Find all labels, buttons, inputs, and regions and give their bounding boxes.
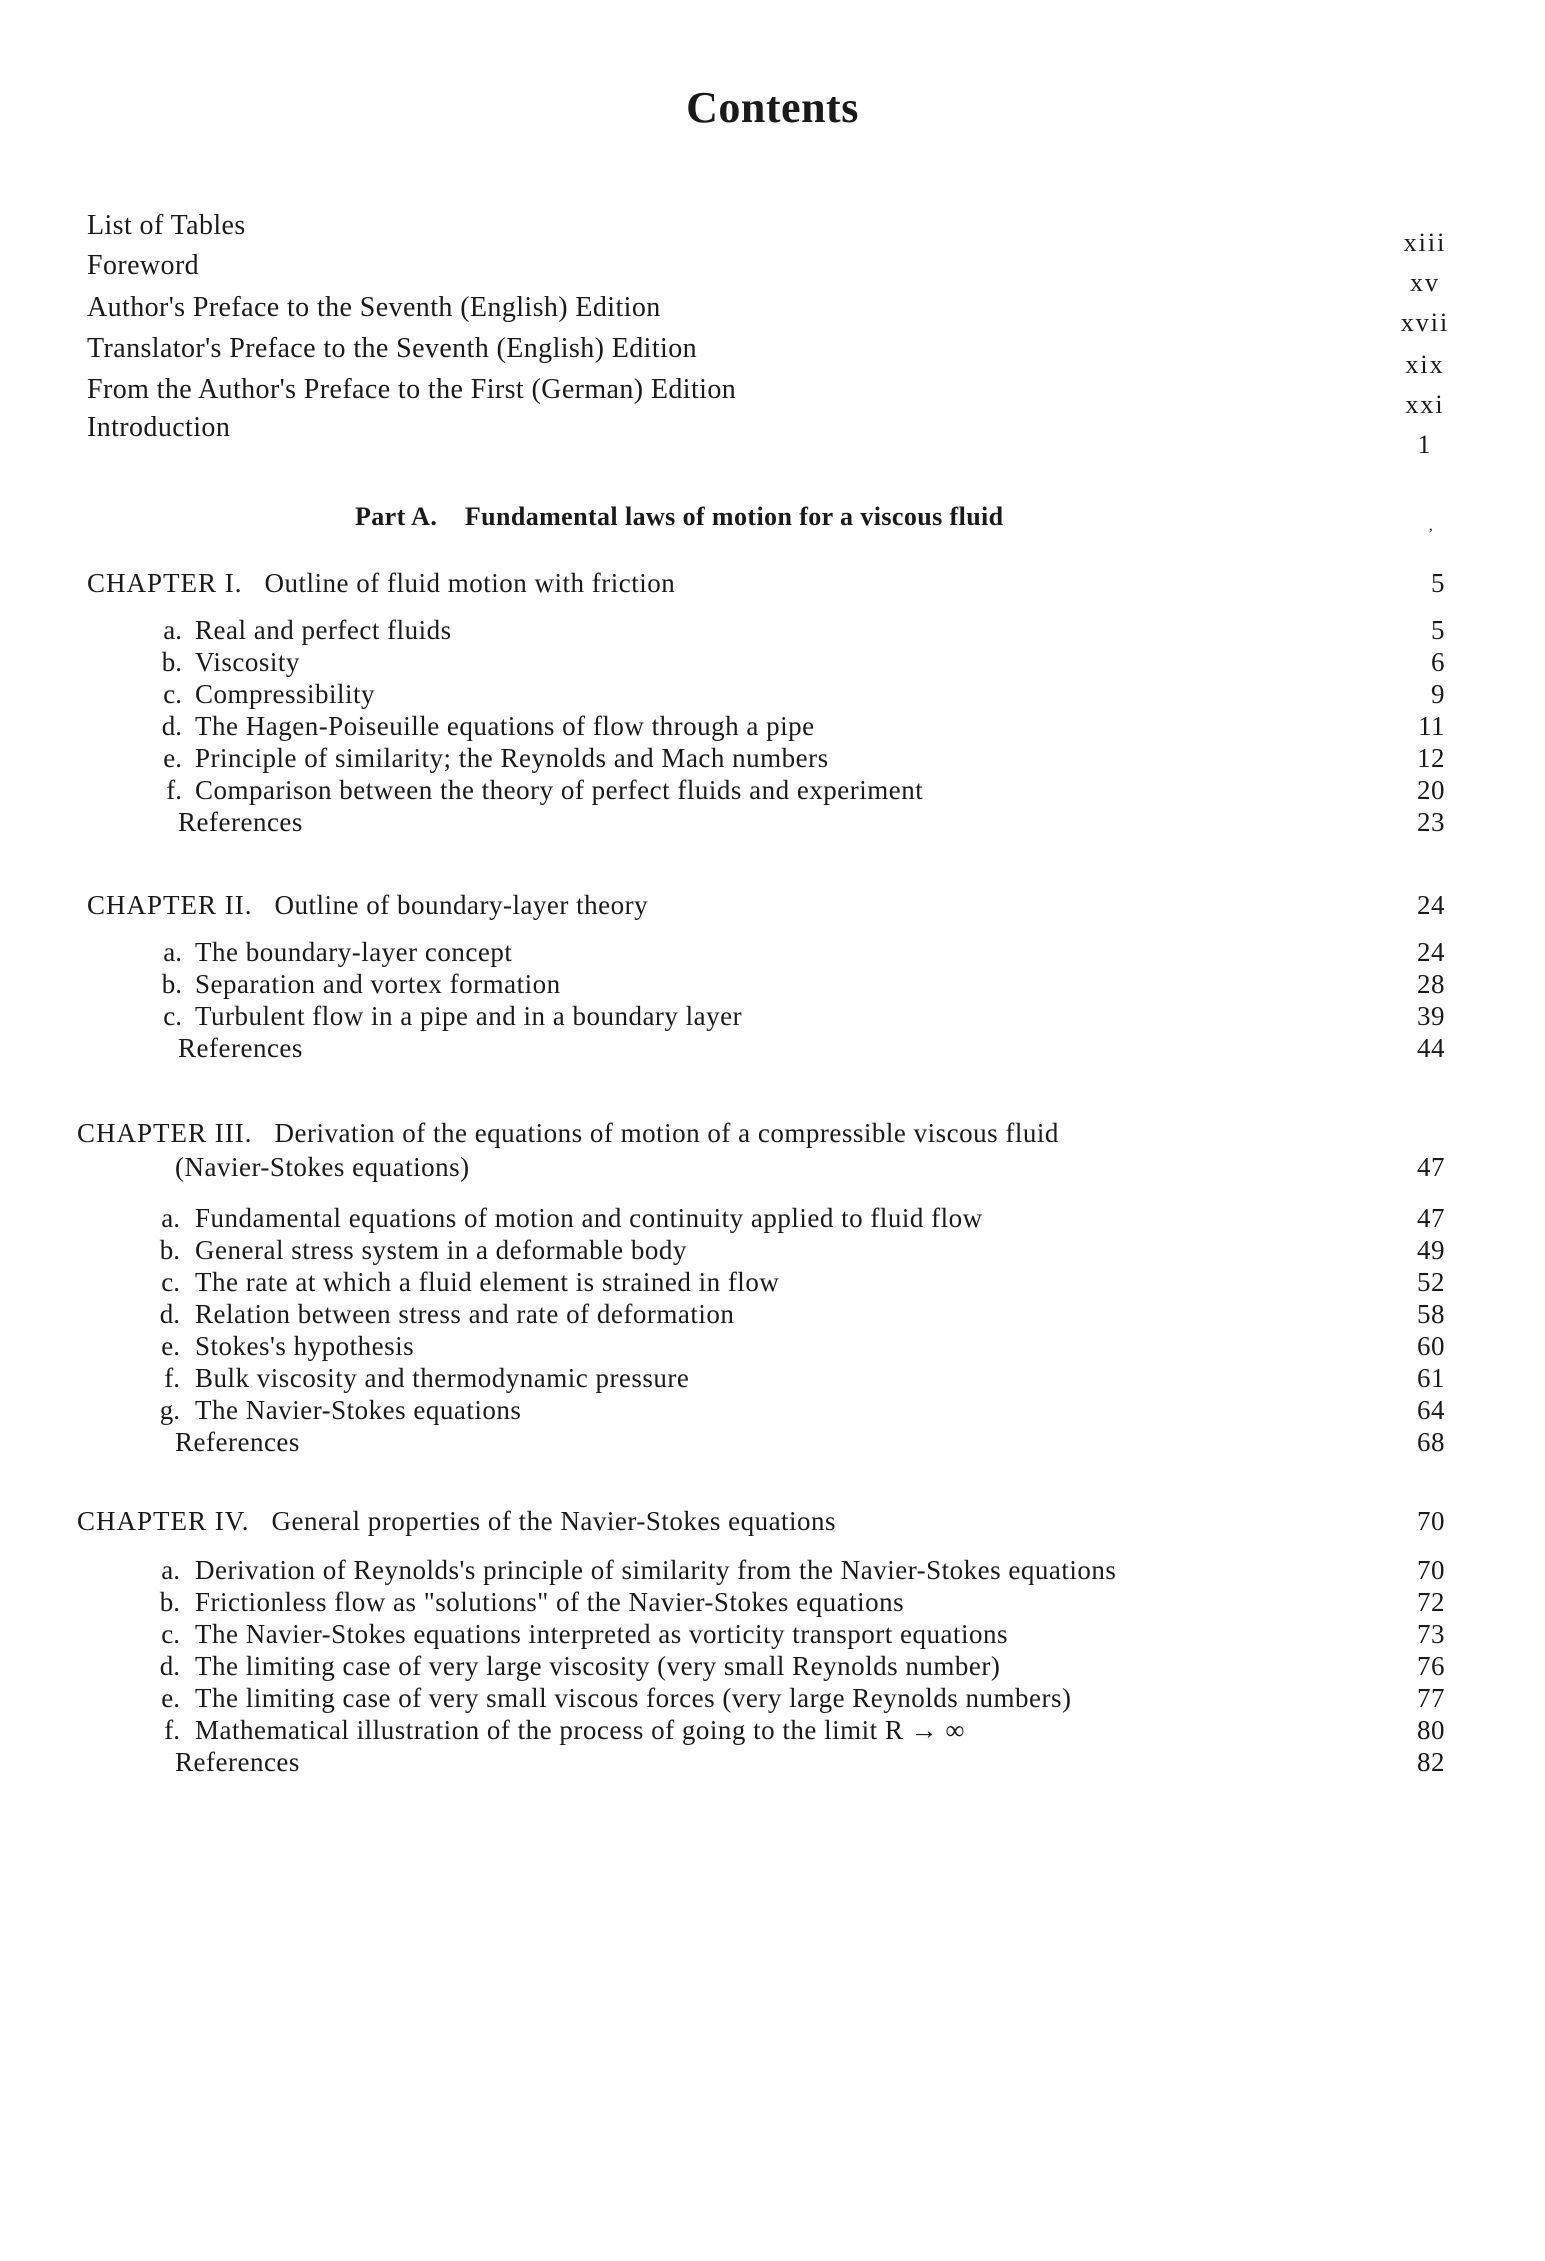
section-title[interactable]: Compressibility — [195, 679, 376, 709]
chapter-heading[interactable] — [77, 1506, 836, 1537]
section-letter: e. — [163, 743, 182, 773]
section-letter: e. — [161, 1683, 180, 1713]
section-letter: c. — [163, 1001, 182, 1031]
section-title[interactable]: The Navier-Stokes equations interpreted as vorticity transport equations — [195, 1619, 1008, 1649]
chapter-page: 70 — [1417, 1506, 1445, 1536]
section-page: 11 — [1418, 711, 1445, 741]
section-letter: b. — [161, 647, 182, 677]
references-page: 44 — [1417, 1033, 1445, 1063]
section-page: 70 — [1417, 1555, 1445, 1585]
page-title: Contents — [686, 83, 859, 132]
references-page: 23 — [1417, 807, 1445, 837]
section-title[interactable]: The boundary-layer concept — [195, 937, 513, 967]
section-page: 47 — [1417, 1203, 1445, 1233]
front-matter-page: xv — [1410, 268, 1440, 297]
section-title[interactable]: Stokes's hypothesis — [195, 1331, 415, 1361]
section-page: 72 — [1417, 1587, 1445, 1617]
section-letter: a. — [161, 1555, 180, 1585]
section-title[interactable]: Principle of similarity; the Reynolds and Mach numbers — [195, 743, 829, 773]
section-title[interactable]: The limiting case of very small viscous forces (very large Reynolds numbers) — [195, 1683, 1072, 1713]
chapter-heading[interactable] — [77, 1118, 1059, 1149]
chapter-number: CHAPTER III. — [77, 1118, 253, 1148]
chapter-number: CHAPTER IV. — [77, 1506, 250, 1536]
section-title[interactable]: Turbulent flow in a pipe and in a boundary layer — [195, 1001, 743, 1031]
section-letter: b. — [161, 969, 182, 999]
section-letter: a. — [161, 1203, 180, 1233]
part-label: Part A. — [355, 502, 438, 531]
section-title[interactable]: Real and perfect fluids — [195, 615, 452, 645]
section-page: 77 — [1417, 1683, 1445, 1713]
section-letter: c. — [161, 1619, 180, 1649]
section-page: 61 — [1417, 1363, 1445, 1393]
front-matter-title[interactable]: Introduction — [87, 412, 231, 443]
front-matter-page: xix — [1405, 350, 1445, 379]
chapter-heading[interactable] — [87, 890, 648, 921]
chapter-page: 47 — [1417, 1152, 1445, 1182]
section-letter: d. — [161, 711, 182, 741]
front-matter-page: xvii — [1400, 308, 1450, 337]
section-title[interactable]: General stress system in a deformable body — [195, 1235, 687, 1265]
references-page: 82 — [1417, 1747, 1445, 1777]
front-matter-title[interactable]: List of Tables — [87, 210, 246, 241]
section-title[interactable]: Bulk viscosity and thermodynamic pressure — [195, 1363, 690, 1393]
section-page: 5 — [1431, 615, 1445, 645]
section-title[interactable]: The Navier-Stokes equations — [195, 1395, 522, 1425]
section-letter: c. — [163, 679, 182, 709]
section-page: 20 — [1417, 775, 1445, 805]
section-title[interactable]: The rate at which a fluid element is strained in flow — [195, 1267, 780, 1297]
front-matter-title[interactable]: Foreword — [87, 250, 200, 281]
references-link[interactable]: References — [178, 807, 303, 837]
section-page: 73 — [1417, 1619, 1445, 1649]
section-title[interactable]: Derivation of Reynolds's principle of similarity from the Navier-Stokes equations — [195, 1555, 1117, 1585]
chapter-number: CHAPTER I. — [87, 568, 243, 598]
chapter-title: General properties of the Navier-Stokes equations — [271, 1506, 837, 1536]
chapter-heading[interactable] — [87, 568, 675, 599]
front-matter-title[interactable]: From the Author's Preface to the First (German) Edition — [87, 374, 737, 405]
section-title[interactable]: Comparison between the theory of perfect fluids and experiment — [195, 775, 924, 805]
references-link[interactable]: References — [178, 1033, 303, 1063]
section-letter: f. — [166, 775, 182, 805]
section-title[interactable]: Relation between stress and rate of deformation — [195, 1299, 735, 1329]
chapter-number: CHAPTER II. — [87, 890, 253, 920]
front-matter-page: xiii — [1403, 228, 1447, 257]
chapter-page: 5 — [1431, 568, 1445, 598]
references-page: 68 — [1417, 1427, 1445, 1457]
part-title: Fundamental laws of motion for a viscous fluid — [464, 502, 1004, 531]
section-page: 12 — [1417, 743, 1445, 773]
section-title[interactable]: The Hagen-Poiseuille equations of flow through a pipe — [195, 711, 815, 741]
section-letter: d. — [159, 1651, 180, 1681]
section-page: 80 — [1417, 1715, 1445, 1745]
references-link[interactable]: References — [175, 1427, 300, 1457]
section-page: 58 — [1417, 1299, 1445, 1329]
section-letter: b. — [159, 1587, 180, 1617]
section-page: 6 — [1431, 647, 1445, 677]
section-page: 49 — [1417, 1235, 1445, 1265]
section-title[interactable]: Viscosity — [195, 647, 300, 677]
section-letter: a. — [163, 937, 182, 967]
section-page: 76 — [1417, 1651, 1445, 1681]
section-title[interactable]: Frictionless flow as "solutions" of the Navier-Stokes equations — [195, 1587, 905, 1617]
section-letter: f. — [164, 1715, 180, 1745]
section-letter: b. — [159, 1235, 180, 1265]
section-letter: e. — [161, 1331, 180, 1361]
section-page: 60 — [1417, 1331, 1445, 1361]
section-page: 24 — [1417, 937, 1445, 967]
section-letter: f. — [164, 1363, 180, 1393]
section-page: 9 — [1431, 679, 1445, 709]
section-title[interactable]: Fundamental equations of motion and continuity applied to fluid flow — [195, 1203, 983, 1233]
front-matter-title[interactable]: Author's Preface to the Seventh (English) Edition — [87, 292, 661, 323]
section-page: 52 — [1417, 1267, 1445, 1297]
chapter-title: Outline of boundary-layer theory — [274, 890, 649, 920]
section-title[interactable]: Separation and vortex formation — [195, 969, 561, 999]
section-title[interactable]: The limiting case of very large viscosity (very small Reynolds number) — [195, 1651, 1001, 1681]
section-letter: d. — [159, 1299, 180, 1329]
section-letter: g. — [159, 1395, 180, 1425]
section-letter: c. — [161, 1267, 180, 1297]
chapter-title: Outline of fluid motion with friction — [264, 568, 676, 598]
front-matter-title[interactable]: Translator's Preface to the Seventh (English) Edition — [87, 333, 697, 364]
section-letter: a. — [163, 615, 182, 645]
front-matter-page: 1 — [1417, 430, 1433, 459]
chapter-page: 24 — [1417, 890, 1445, 920]
part-page-mark: ‚ — [1428, 517, 1434, 534]
chapter-title-continuation: (Navier-Stokes equations) — [175, 1152, 470, 1182]
part-heading — [355, 502, 1004, 532]
section-page: 39 — [1417, 1001, 1445, 1031]
section-page: 28 — [1417, 969, 1445, 999]
chapter-title: Derivation of the equations of motion of a compressible viscous fluid — [274, 1118, 1059, 1148]
section-title[interactable]: Mathematical illustration of the process of going to the limit R → ∞ — [195, 1715, 966, 1745]
references-link[interactable]: References — [175, 1747, 300, 1777]
front-matter-page: xxi — [1405, 390, 1445, 419]
section-page: 64 — [1417, 1395, 1445, 1425]
